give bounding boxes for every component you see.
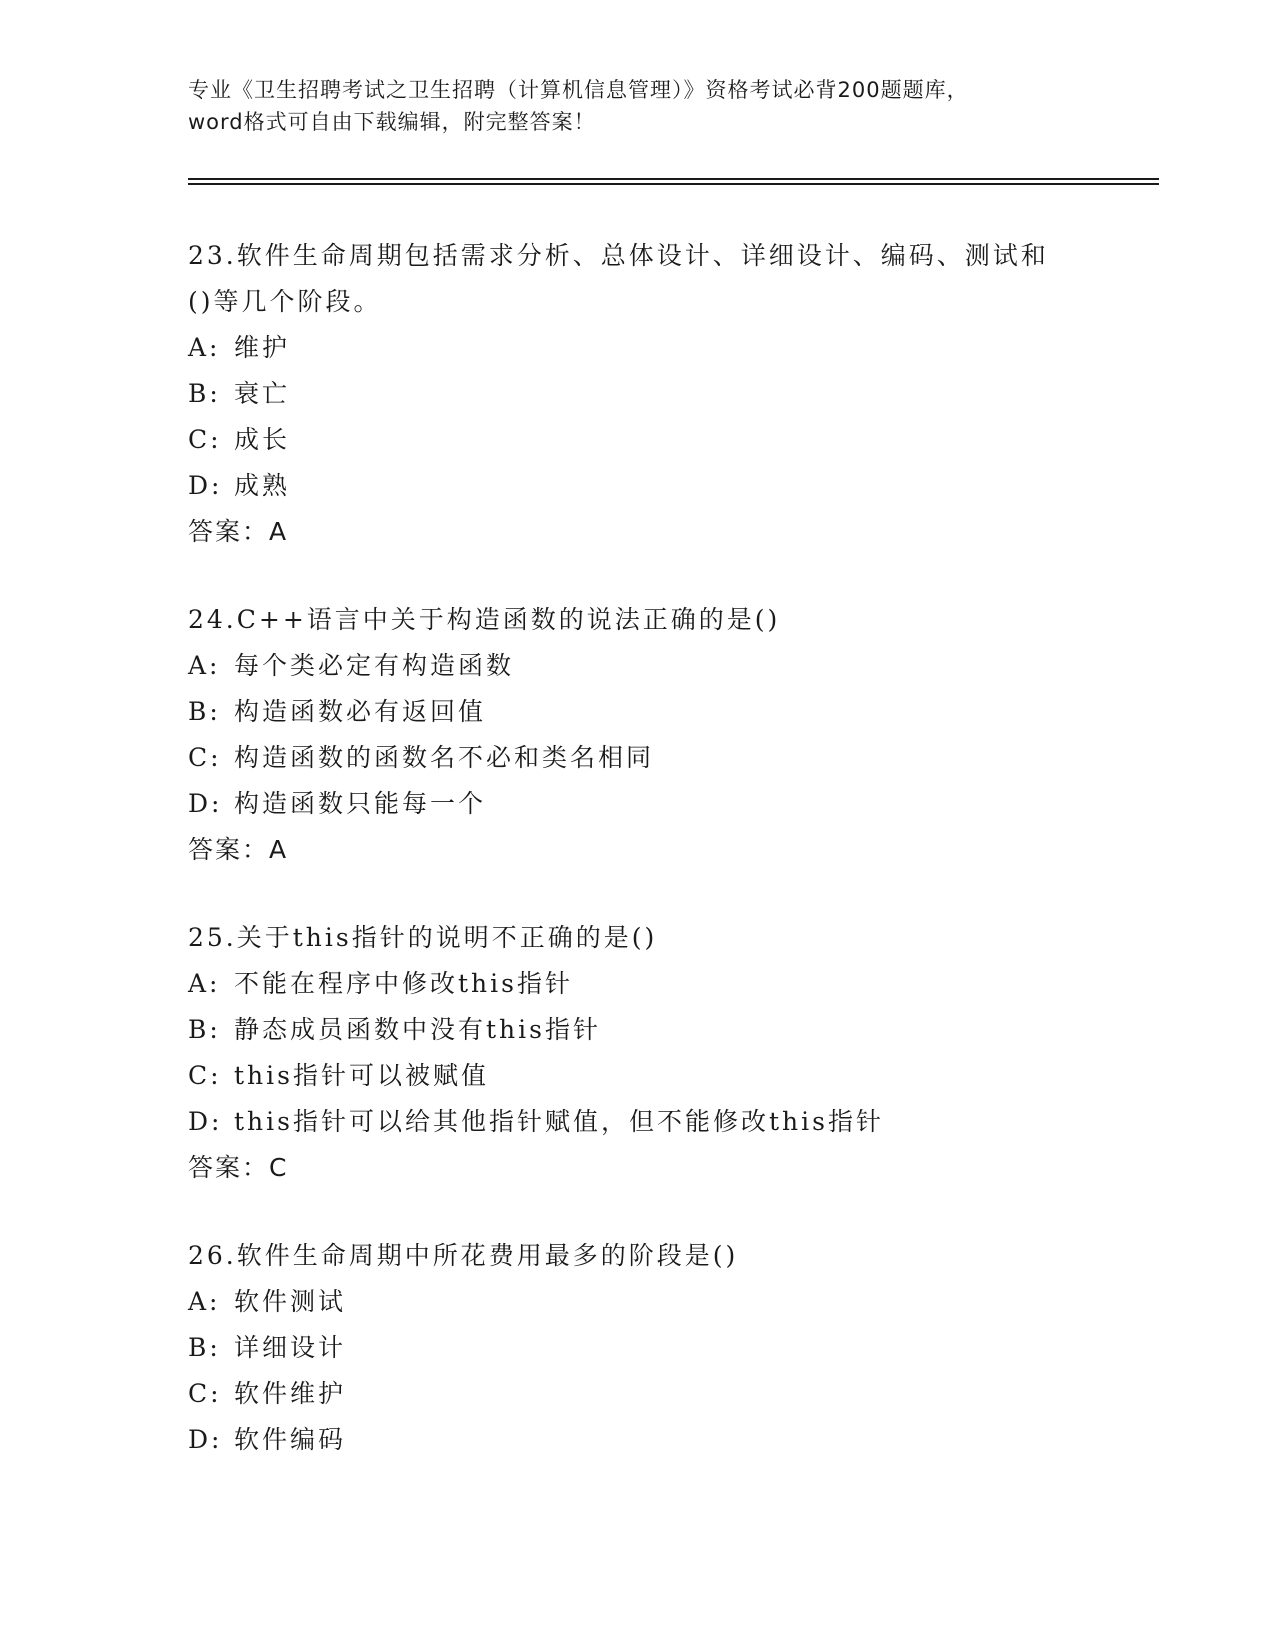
option-key: C: — [188, 1061, 222, 1090]
option-text: 构造函数的函数名不必和类名相同 — [234, 743, 655, 772]
option-c — [188, 1053, 1088, 1099]
option-a — [188, 961, 1088, 1007]
option-key: D: — [188, 471, 223, 500]
option-key: B: — [188, 1015, 221, 1044]
option-text: this指针可以被赋值 — [234, 1061, 489, 1090]
option-key: B: — [188, 379, 221, 408]
option-text: 构造函数只能每一个 — [234, 789, 487, 818]
question-23 — [188, 233, 1088, 555]
option-key: C: — [188, 743, 222, 772]
option-text: 软件编码 — [234, 1425, 347, 1454]
option-key: D: — [188, 1425, 223, 1454]
header-line-2: word格式可自由下载编辑，附完整答案！ — [188, 110, 596, 134]
option-b — [188, 1325, 1088, 1371]
option-d — [188, 1099, 1088, 1145]
question-26 — [188, 1233, 1088, 1463]
answer-label: 答案：A — [188, 517, 289, 546]
option-b — [188, 1007, 1088, 1053]
question-text-continued: ()等几个阶段。 — [188, 287, 382, 316]
option-text: 软件维护 — [234, 1379, 347, 1408]
option-key: C: — [188, 1379, 222, 1408]
header-divider-bottom — [188, 183, 1159, 185]
option-key: A: — [188, 969, 221, 998]
question-text: 25.关于this指针的说明不正确的是() — [188, 923, 658, 952]
option-text: 软件测试 — [234, 1287, 347, 1316]
option-text: 成长 — [234, 425, 291, 454]
option-d — [188, 463, 1088, 509]
option-b — [188, 689, 1088, 735]
question-text: 24.C++语言中关于构造函数的说法正确的是() — [188, 605, 781, 634]
option-key: A: — [188, 1287, 221, 1316]
question-text: 23.软件生命周期包括需求分析、总体设计、详细设计、编码、测试和 — [188, 241, 1049, 270]
option-d — [188, 1417, 1088, 1463]
option-text: 衰亡 — [234, 379, 291, 408]
option-text: 详细设计 — [234, 1333, 347, 1362]
option-key: D: — [188, 789, 223, 818]
option-key: C: — [188, 425, 222, 454]
option-key: B: — [188, 1333, 221, 1362]
question-list — [188, 233, 1088, 1505]
option-text: 不能在程序中修改this指针 — [234, 969, 573, 998]
option-c — [188, 735, 1088, 781]
option-text: 维护 — [234, 333, 291, 362]
option-a — [188, 1279, 1088, 1325]
question-25 — [188, 915, 1088, 1191]
question-24 — [188, 597, 1088, 873]
option-d — [188, 781, 1088, 827]
option-text: 每个类必定有构造函数 — [234, 651, 515, 680]
option-b — [188, 371, 1088, 417]
option-key: D: — [188, 1107, 223, 1136]
option-text: 构造函数必有返回值 — [234, 697, 487, 726]
option-text: this指针可以给其他指针赋值，但不能修改this指针 — [234, 1107, 884, 1136]
option-key: A: — [188, 651, 221, 680]
answer-label: 答案：C — [188, 1153, 289, 1182]
option-text: 成熟 — [234, 471, 291, 500]
header-divider-top — [188, 178, 1159, 180]
option-a — [188, 643, 1088, 689]
option-a — [188, 325, 1088, 371]
option-text: 静态成员函数中没有this指针 — [234, 1015, 601, 1044]
header-line-1: 专业《卫生招聘考试之卫生招聘（计算机信息管理）》资格考试必背200题题库， — [188, 78, 969, 102]
option-key: B: — [188, 697, 221, 726]
document-header — [188, 74, 1088, 138]
answer-label: 答案：A — [188, 835, 289, 864]
option-c — [188, 417, 1088, 463]
question-text: 26.软件生命周期中所花费用最多的阶段是() — [188, 1241, 739, 1270]
option-c — [188, 1371, 1088, 1417]
option-key: A: — [188, 333, 221, 362]
